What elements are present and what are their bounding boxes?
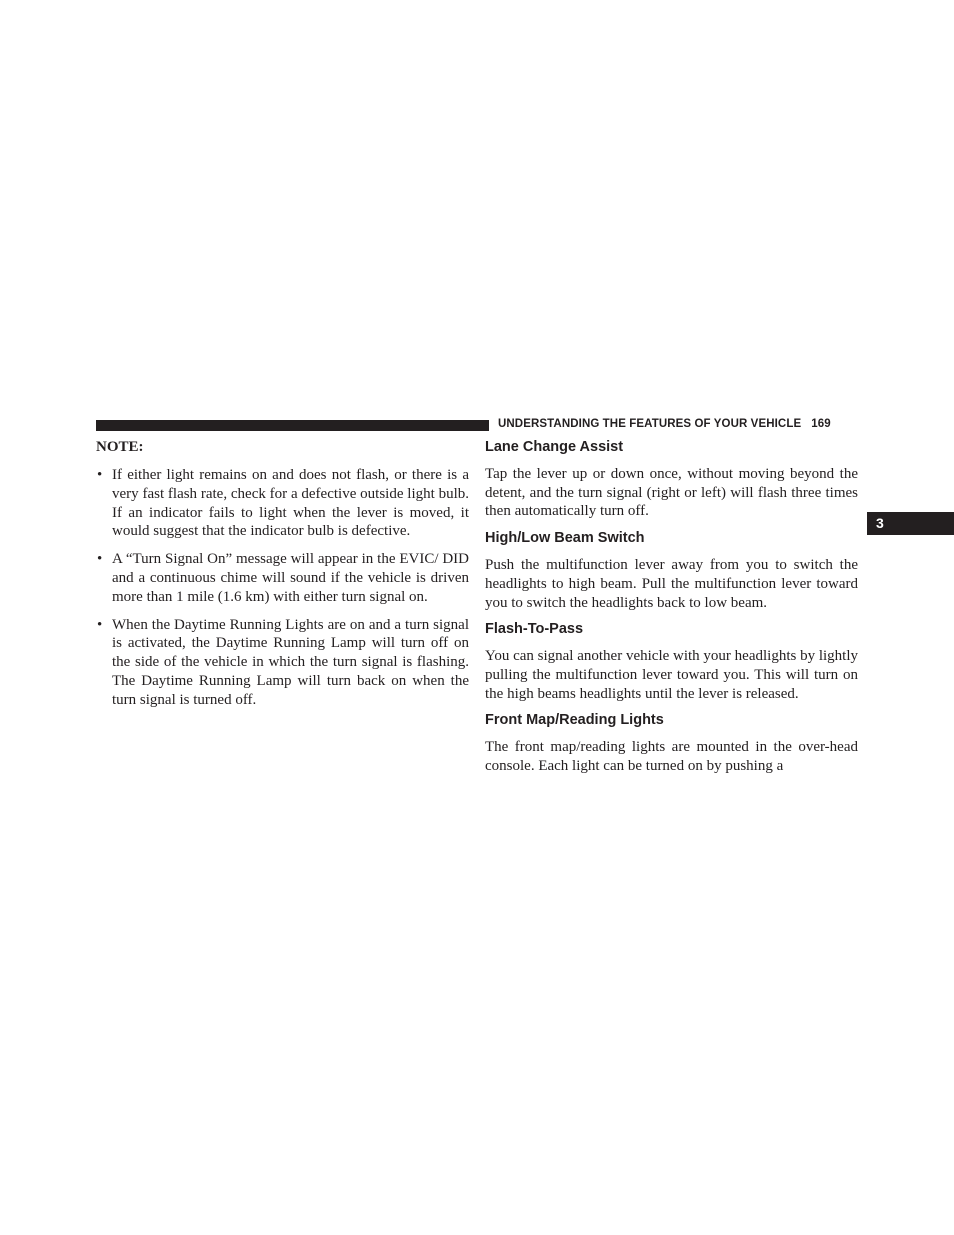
section-heading-flash-to-pass: Flash-To-Pass xyxy=(485,621,584,638)
section-body-high-low-beam: Push the multifunction lever away from you to switch the headlights to high beam. Pull the multifunction lever toward you to switch the headlights back to low beam. xyxy=(485,557,858,611)
list-item xyxy=(96,616,469,710)
section-body-lane-change-assist: Tap the lever up or down once, without moving beyond the detent, and the turn signal (right or left) will flash three times then automatically turn off. xyxy=(485,466,858,520)
bullet-icon: • xyxy=(97,551,103,568)
list-item xyxy=(96,466,469,541)
list-item xyxy=(96,550,469,606)
running-header xyxy=(498,418,858,430)
left-column xyxy=(96,438,469,719)
bullet-icon: • xyxy=(97,616,103,633)
bullet-text: When the Daytime Running Lights are on and a turn signal is activated, the Daytime Running Lamp will turn off on the side of the vehicle in which the turn signal is flashing. The Daytime Running Lamp will turn back on when the turn signal is turned off. xyxy=(112,616,469,708)
section-body-flash-to-pass: You can signal another vehicle with your headlights by lightly pulling the multifunction lever toward you. This will turn on the high beams headlights until the lever is released. xyxy=(485,648,859,702)
chapter-tab: 3 xyxy=(867,512,954,535)
bullet-text: If either light remains on and does not flash, or there is a very fast flash rate, check for a defective outside light bulb. If an indicator fails to light when the lever is moved, it would suggest that the indicator bulb is defective. xyxy=(112,467,469,540)
section-heading-lane-change-assist: Lane Change Assist xyxy=(485,439,624,455)
bullet-text: A “Turn Signal On” message will appear in the EVIC/ DID and a continuous chime will sound if the vehicle is driven more than 1 mile (1.6 km) with either turn signal on. xyxy=(112,551,469,605)
section-heading-high-low-beam: High/Low Beam Switch xyxy=(485,530,645,547)
note-bullet-list xyxy=(96,466,469,710)
header-rule xyxy=(96,420,489,431)
note-label: NOTE: xyxy=(96,439,144,455)
page-number: 169 xyxy=(811,418,831,430)
section-title: UNDERSTANDING THE FEATURES OF YOUR VEHICLE xyxy=(498,418,802,430)
section-body-front-map-lights: The front map/reading lights are mounted in the over-head console. Each light can be turned on by pushing a xyxy=(485,739,858,775)
right-column xyxy=(485,438,858,784)
section-heading-front-map-lights: Front Map/Reading Lights xyxy=(485,712,664,729)
bullet-icon: • xyxy=(97,467,103,483)
